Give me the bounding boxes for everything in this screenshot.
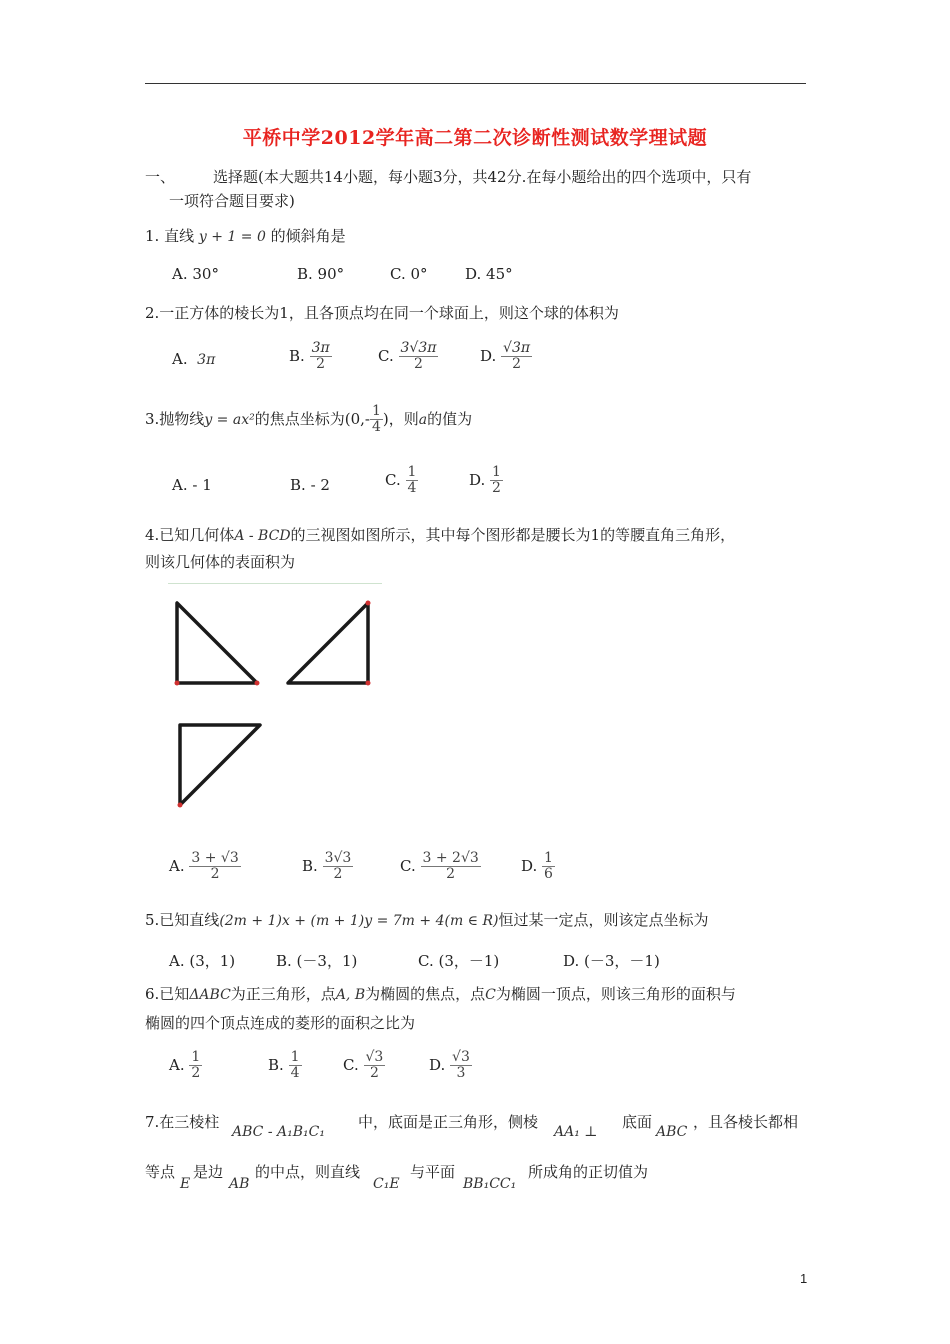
question-7-line2-b: 是边 xyxy=(193,1163,224,1181)
question-3-text-end: 的值为 xyxy=(427,409,473,428)
q4-option-a: A. $\frac{3 + √3}{2}$ xyxy=(169,850,239,883)
question-6-text-1: 为正三角形，点 xyxy=(230,985,336,1003)
question-4 xyxy=(145,524,735,545)
question-7-line2-e: 所成角的正切值为 xyxy=(528,1163,649,1181)
question-7-line2-a: 等点 xyxy=(145,1163,176,1181)
question-7-text: 7.在三棱柱 xyxy=(145,1113,220,1131)
front-view-triangle xyxy=(177,603,257,683)
question-6-line2: 椭圆的四个顶点连成的菱形的面积之比为 xyxy=(145,1014,416,1032)
question-7-line2-c: 的中点，则直线 xyxy=(255,1163,361,1181)
question-4-text: 4.已知几何体 xyxy=(145,526,235,544)
question-7-text-2: 底面 xyxy=(622,1113,653,1131)
figure-top-rule xyxy=(168,583,382,584)
q2-option-d: D. $\frac{√3\pi}{2}$ xyxy=(480,340,531,373)
q5-option-b: B. (－3，1) xyxy=(276,952,358,970)
question-4-math: A - BCD xyxy=(234,528,291,544)
question-3-fraction: $\frac{1}{4}$ xyxy=(371,403,381,436)
q6-option-a: A. $\frac{1}{2}$ xyxy=(169,1049,201,1082)
question-3-var: a xyxy=(418,411,428,428)
question-6-text-3: 为椭圆一顶点，则该三角形的面积与 xyxy=(495,985,736,1003)
question-6-text-2: 为椭圆的焦点，点 xyxy=(365,985,486,1003)
question-5-text: 5.已知直线 xyxy=(145,911,220,929)
question-1 xyxy=(145,225,346,246)
question-6 xyxy=(145,983,736,1004)
question-1-math: y + 1 = 0 xyxy=(198,229,266,245)
q6-option-b: B. $\frac{1}{4}$ xyxy=(268,1049,300,1082)
question-6-text: 6.已知 xyxy=(145,985,190,1003)
question-7-math-5: AB xyxy=(229,1176,250,1192)
q2-option-c: C. $\frac{3√3\pi}{2}$ xyxy=(378,340,437,373)
question-7-math-4: E xyxy=(180,1176,191,1192)
section-number: 一、 xyxy=(145,168,176,186)
question-6-math-3: C xyxy=(485,987,496,1003)
question-7-math-3: ABC xyxy=(656,1124,688,1140)
page-title: 平桥中学2012学年高二第二次诊断性测试数学理试题 xyxy=(242,127,708,149)
question-5-text-end: 恒过某一定点，则该定点坐标为 xyxy=(498,911,709,929)
question-7-math-2: AA₁ ⊥ xyxy=(554,1124,598,1140)
question-7-text-1: 中，底面是正三角形，侧棱 xyxy=(358,1113,539,1131)
q3-option-a: A. - 1 xyxy=(172,476,212,494)
q1-option-b: B. 90° xyxy=(297,265,345,283)
q2-option-a: A. 3π xyxy=(172,350,216,368)
question-5-math: (2m + 1)x + (m + 1)y = 7m + 4(m ∈ R) xyxy=(219,913,499,929)
question-7-text-3: ，且各棱长都相 xyxy=(693,1113,799,1131)
q2-option-b: B. $\frac{3\pi}{2}$ xyxy=(289,340,330,373)
q6-option-c: C. $\frac{√3}{2}$ xyxy=(343,1049,384,1082)
question-7-line2-d: 与平面 xyxy=(410,1163,456,1181)
q6-option-d: D. $\frac{√3}{3}$ xyxy=(429,1049,470,1082)
question-1-text-end: 的倾斜角是 xyxy=(270,227,346,245)
side-view-triangle xyxy=(288,603,368,683)
question-4-text-end: 的三视图如图所示，其中每个图形都是腰长为1的等腰直角三角形， xyxy=(290,526,736,544)
question-3-text-mid: 的焦点坐标为(0,- xyxy=(254,409,370,428)
q5-option-a: A. (3，1) xyxy=(169,952,236,970)
question-3-text-post: )，则 xyxy=(382,409,419,428)
section-instructions-line2: 一项符合题目要求) xyxy=(169,192,295,210)
question-4-line2: 则该几何体的表面积为 xyxy=(145,553,296,571)
question-7-math-1: ABC - A₁B₁C₁ xyxy=(232,1124,325,1140)
question-3 xyxy=(145,404,472,436)
q1-option-d: D. 45° xyxy=(465,265,513,283)
q4-option-d: D. $\frac{1}{6}$ xyxy=(521,850,553,883)
question-6-math-2: A, B xyxy=(335,987,366,1003)
q5-option-c: C. (3，－1) xyxy=(418,952,500,970)
question-6-math-1: ΔABC xyxy=(189,987,231,1003)
question-5 xyxy=(145,909,709,930)
header-rule xyxy=(145,83,806,84)
question-2-text: 2.一正方体的棱长为1，且各顶点均在同一个球面上，则这个球的体积为 xyxy=(145,304,619,322)
section-instructions-line1: 选择题(本大题共14小题，每小题3分，共42分.在每小题给出的四个选项中，只有 xyxy=(213,168,752,186)
q1-option-a: A. 30° xyxy=(172,265,219,283)
question-1-text: 1. 直线 xyxy=(145,227,195,245)
top-view-triangle xyxy=(180,725,260,805)
page-number: 1 xyxy=(800,1271,808,1286)
q3-option-c: C. $\frac{1}{4}$ xyxy=(385,464,417,497)
question-7-math-7: BB₁CC₁ xyxy=(463,1176,517,1192)
q3-option-b: B. - 2 xyxy=(290,476,330,494)
q3-option-d: D. $\frac{1}{2}$ xyxy=(469,464,501,497)
question-3-text: 3.抛物线 xyxy=(145,409,205,428)
q1-option-c: C. 0° xyxy=(390,265,428,283)
q4-option-b: B. $\frac{3√3}{2}$ xyxy=(302,850,352,883)
q4-option-c: C. $\frac{3 + 2√3}{2}$ xyxy=(400,850,479,883)
three-view-figure xyxy=(160,590,390,820)
q5-option-d: D. (－3，－1) xyxy=(563,952,660,970)
question-7-math-6: C₁E xyxy=(373,1176,400,1192)
question-3-math: y = ax² xyxy=(204,411,255,428)
